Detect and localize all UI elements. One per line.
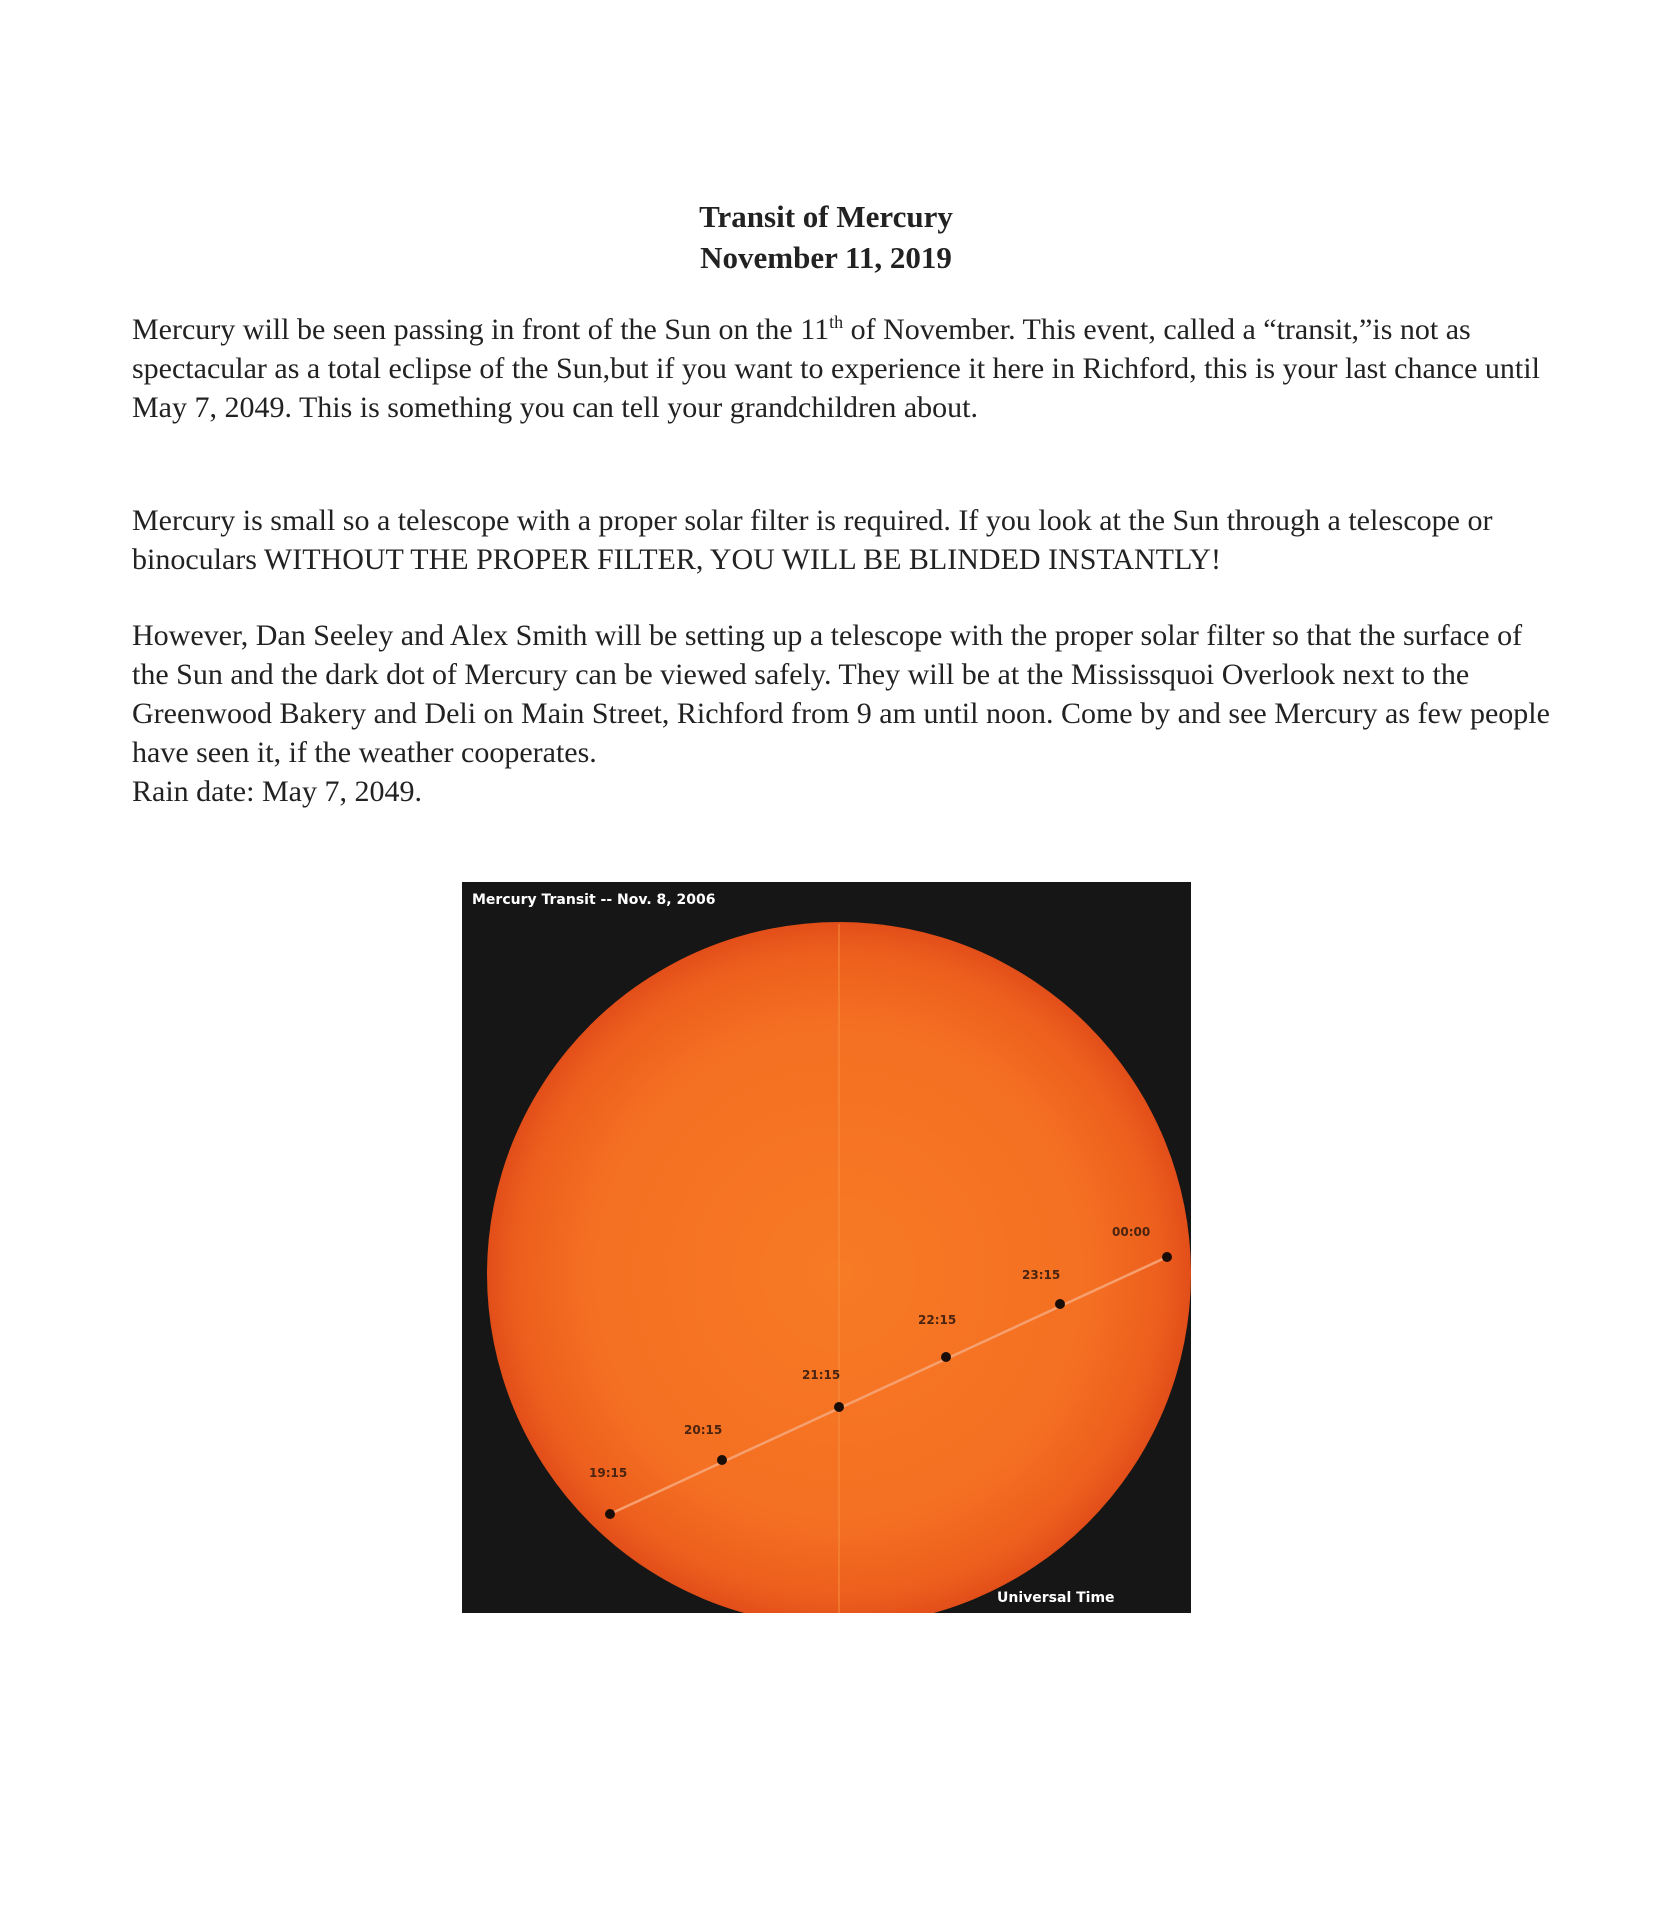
mercury-position-2115 bbox=[834, 1402, 844, 1412]
figure-footer: Universal Time bbox=[997, 1590, 1115, 1606]
document-header bbox=[0, 196, 1652, 278]
document-title: Transit of Mercury bbox=[699, 199, 953, 234]
mercury-position-1915 bbox=[605, 1509, 615, 1519]
event-details-paragraph: However, Dan Seeley and Alex Smith will be setting up a telescope with the proper solar filter so that the surface of the Sun and the dark dot of Mercury can be viewed safely. They will be at the Mississquoi Overlook next to the Greenwood Bakery and Deli on Main Street, Richford from 9 am until noon. Come by and see Mercury as few people have seen it, if the weather cooperates. bbox=[132, 619, 1550, 769]
time-label-0000: 00:00 bbox=[1112, 1225, 1151, 1239]
mercury-position-0000 bbox=[1162, 1252, 1172, 1262]
intro-text-end: of November. This event, called a “transit,”is not as spectacular as a total eclipse of the Sun,but if you want to experience it here in Richford, this is your last chance until May 7, 2049. This is something you can tell your grandchildren about. bbox=[132, 313, 1540, 424]
figure-caption: Mercury Transit -- Nov. 8, 2006 bbox=[472, 892, 716, 908]
rain-date: Rain date: May 7, 2049. bbox=[132, 775, 422, 808]
mercury-position-2015 bbox=[717, 1455, 727, 1465]
document-date: November 11, 2019 bbox=[700, 240, 952, 275]
transit-photo-svg bbox=[462, 882, 1191, 1613]
time-label-2315: 23:15 bbox=[1022, 1268, 1061, 1282]
intro-paragraph bbox=[132, 310, 1552, 427]
time-label-2215: 22:15 bbox=[918, 1313, 957, 1327]
safety-warning-paragraph: Mercury is small so a telescope with a proper solar filter is required. If you look at the Sun through a telescope or binoculars WITHOUT THE PROPER FILTER, YOU WILL BE BLINDED INSTANTLY! bbox=[132, 504, 1493, 576]
time-label-2015: 20:15 bbox=[684, 1423, 723, 1437]
intro-text-start: Mercury will be seen passing in front of the Sun on the 11 bbox=[132, 313, 830, 346]
event-details-block bbox=[132, 616, 1552, 811]
mercury-position-2215 bbox=[941, 1352, 951, 1362]
transit-image bbox=[462, 882, 1191, 1613]
mercury-position-2315 bbox=[1055, 1299, 1065, 1309]
ordinal-suffix: th bbox=[829, 312, 844, 332]
time-label-2115: 21:15 bbox=[802, 1368, 841, 1382]
time-label-1915: 19:15 bbox=[589, 1466, 628, 1480]
